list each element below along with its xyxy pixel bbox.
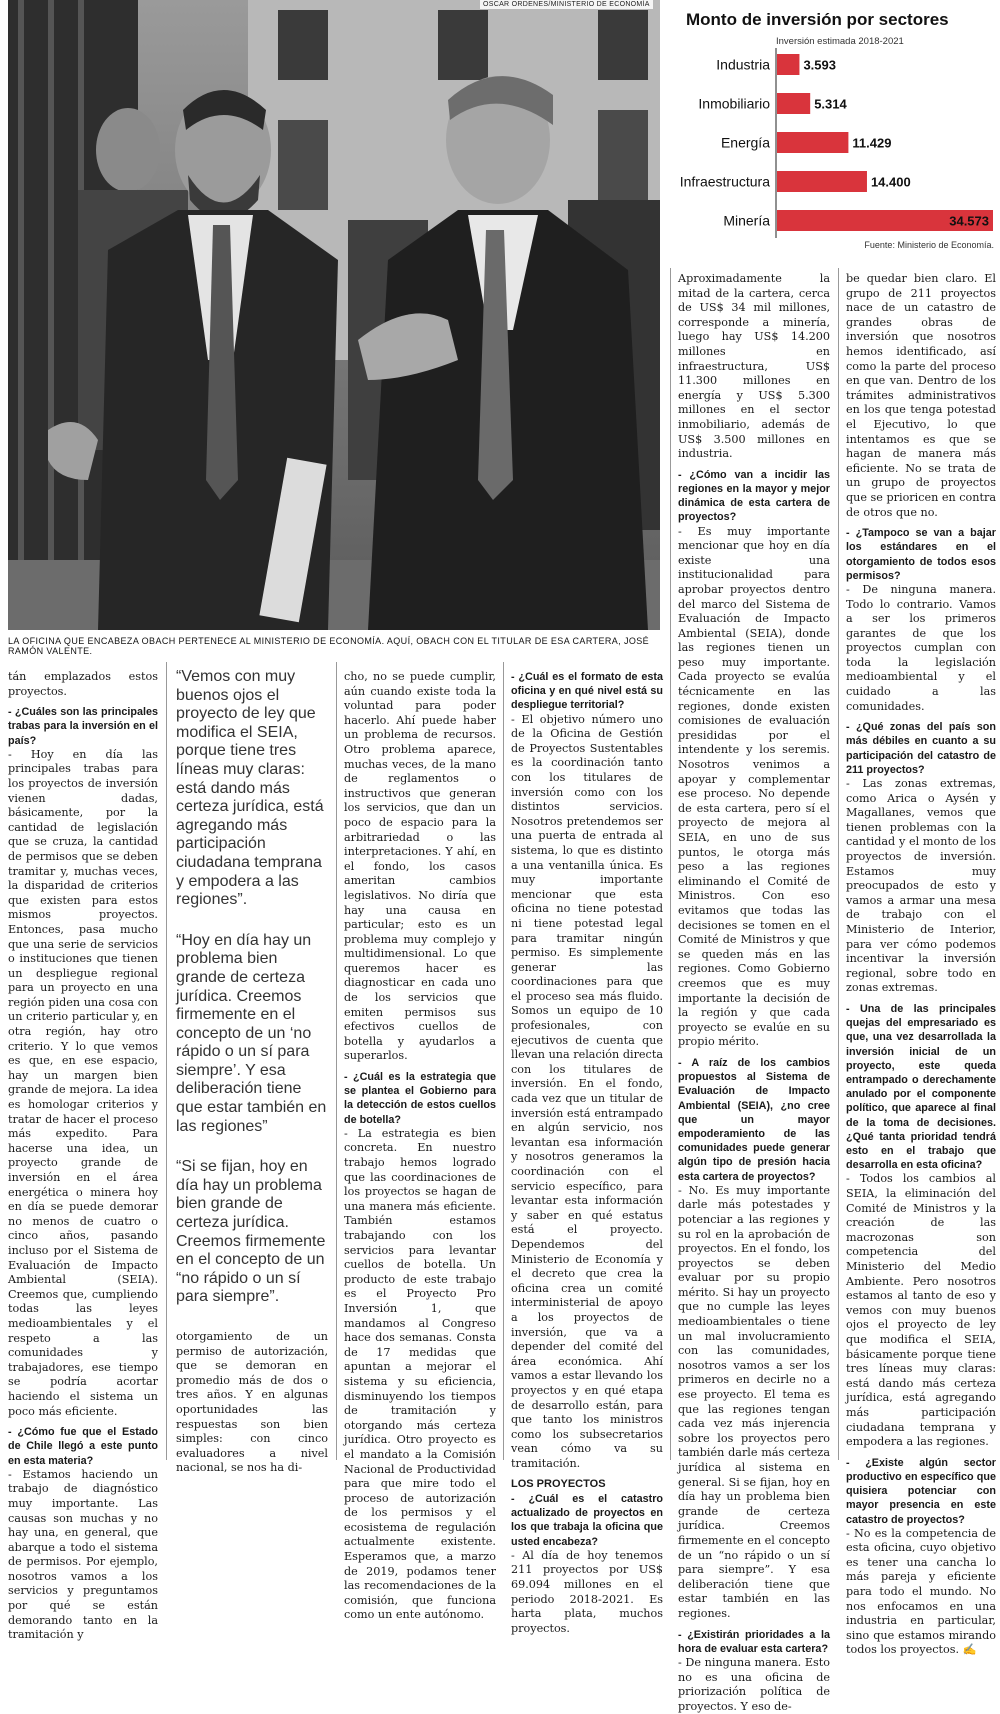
chart-category-label: Energía <box>720 134 770 151</box>
chart-value-label: 11.429 <box>852 135 892 151</box>
column-rule <box>838 268 839 1460</box>
article-column-5 <box>678 272 830 1714</box>
column-rule <box>166 662 167 1460</box>
question: - ¿Qué zonas del país son más débiles en cuanto a su participación del catastro de 211 proyectos? <box>846 721 996 776</box>
pull-quote: “Vemos con muy buenos ojos el proyecto de ley que modifica el SEIA, porque tiene tres líneas muy claras: está dando más certeza jurídica, está agregando más participación ciudadana temprana y empodera a las regiones”. <box>176 668 324 909</box>
answer: - De ninguna manera. Esto no es una oficina de priorización política de proyectos. Y eso de- <box>678 1655 830 1713</box>
chart-category-label: Inmobiliario <box>698 95 770 112</box>
question: - ¿Cuáles son las principales trabas para la inversión en el país? <box>8 706 158 747</box>
chart-category-label: Industria <box>716 56 770 73</box>
chart-bar <box>777 54 799 75</box>
article-column-2 <box>176 1330 328 1476</box>
question: - ¿Cuál es la estrategia que se plantea el Gobierno para la detección de estos cuellos de botella? <box>344 1071 496 1126</box>
chart-bar <box>777 132 848 153</box>
answer: cho, no se puede cumplir, aún cuando existe toda la voluntad para poder hacerlo. Ahí puede haber un problema de recursos. Otro problema aparece, muchas veces, de la mano de reglamentos o instructivos que generan los servicios, que dan un poco de espacio para la arbitrariedad o las interpretaciones. Y ahí, en el fondo, los casos ameritan cambios legislativos. No diría que hay una causa en particular; esto es un problema muy complejo y multidimensional. Lo que queremos hacer es diagnosticar en cada uno de los servicios que emiten permisos sus efectivos cuellos de botella y ayudarlos a superarlos. <box>344 670 496 1063</box>
question: - ¿Cuál es el formato de esta oficina y en qué nivel está su despliegue territorial? <box>511 671 663 712</box>
question: - Una de las principales quejas del empresariado es que, una vez desarrollada la inversión inicial de un proyecto, este queda entrampado o derechamente anulado por el componente político, que aparece al final de la toma de decisiones. ¿Qué tanta prioridad tendrá esto en el trabajo que desarrolla en esta oficina? <box>846 1002 996 1172</box>
photo-illustration <box>8 0 660 630</box>
article-column-6 <box>846 272 996 1658</box>
answer: - Hoy en día las principales trabas para los proyectos de inversión vienen dadas, básicamente, por la cantidad de legislación que se cruza, la cantidad de permisos que se deben tramitar y, muchas veces, la disparidad de criterios que existen para estos mismos proyectos. Entonces, pasa mucho que una serie de servicios o instituciones que tienen un despliegue regional para un proyecto en una región piden una cosa con un criterio particular y, en otra región, hay otro criterio. Y lo que vemos es que, en ese espacio, hay un margen bien grande de mejora. La idea es homologar criterios y tratar de hacer el proceso más expedito. Para hacerse una idea, un proyecto grande de inversión en el área energética o minera hoy en día se puede demorar no menos de cuatro o cinco años, pasando incluso por el Sistema de Evaluación de Impacto Ambiental (SEIA). Creemos que, cumpliendo todas las leyes medioambientales y el respeto a las comunidades y trabajadores, ese tiempo se podría acortar haciendo el sistema un poco más eficiente. <box>8 747 158 1418</box>
answer: - La estrategia es bien concreta. En nuestro trabajo hemos logrado que las coordinaciones de los proyectos se hagan de una manera más eficiente. También estamos trabajando con los servicios para levantar cuellos de botella. Un producto de este trabajo es el Proyecto Pro Inversión 1, que mandamos al Congreso hace dos semanas. Consta de 17 medidas que apuntan a mejorar el sistema y su eficiencia, disminuyendo los tiempos de tramitación y otorgando más certeza jurídica. Otro proyecto es el mandato a la Comisión Nacional de Productividad para que mire todo el proceso de autorización de los permisos y el ecosistema de regulación actualmente existente. Esperamos que, a marzo de 2019, podamos tener las recomendaciones de la comisión, que funciona como un ente autónomo. <box>344 1126 496 1622</box>
answer-text: - No es la competencia de esta oficina, cuyo objetivo es tener una cancha lo más pareja y eficiente para todo el mundo. No nos enfocamos en una industria en particular, sino que estamos mirando todos los proyectos. <box>846 1526 996 1657</box>
body-text: tán emplazados estos proyectos. <box>8 670 158 698</box>
chart-subtitle: Inversión estimada 2018-2021 <box>776 36 904 47</box>
question: - ¿Cómo fue que el Estado de Chile llegó a este punto en esta materia? <box>8 1426 158 1467</box>
column-rule <box>503 662 504 1460</box>
answer: - Estamos haciendo un trabajo de diagnóstico muy importante. Las causas son muchas y no hay una, en general, que abarque a todo el sistema de permisos. Por ejemplo, nosotros vamos a los servicios y preguntamos por qué se están demorando tanto en la tramitación y <box>8 1467 158 1642</box>
answer: - No. Es muy importante darle más potestades y potenciar a las regiones y su rol en la aprobación de proyectos. En el fondo, los proyectos se deben evaluar por su propio mérito. Si hay un proyecto que no cumple las leyes medioambientales o tiene un mal involucramiento con las comunidades, nosotros vamos a ser los primeros en decirle no a ese proyecto. El tema es que las regiones tengan cada vez más injerencia sobre los proyectos pero también darle más certeza jurídica al sistema en general. Si se fijan, hoy en día hay un problema bien grande de certeza jurídica. Creemos firmemente en el concepto de un “no rápido o un sí para siempre”. Y esa deliberación tiene que estar también en las regiones. <box>678 1183 830 1620</box>
question: - ¿Existe algún sector productivo en específico que quisiera potenciar con mayor presencia en este catastro de proyectos? <box>846 1456 996 1526</box>
article-column-1 <box>8 670 158 1643</box>
answer: - De ninguna manera. Todo lo contrario. Vamos a ser los primeros garantes de que los proyectos cumplan con toda la legislación medioambiental y el cuidado a las comunidades. <box>846 582 996 713</box>
answer: otorgamiento de un permiso de autorización, que se demoran en promedio más de dos o tres años. Y en algunas oportunidades las respuestas son bien simples: con cinco evaluadores a nivel nacional, se nos ha di- <box>176 1330 328 1475</box>
chart-value-label: 34.573 <box>949 213 989 229</box>
pull-quote: “Si se fijan, hoy en día hay un problema bien grande de certeza jurídica. Creemos firmemente en el concepto de un “no rápido o un sí para siempre”. <box>176 1158 326 1306</box>
chart-category-label: Minería <box>723 212 770 229</box>
photo-credit: OSCAR ORDENES/MINISTERIO DE ECONOMÍA <box>480 0 653 9</box>
column-rule <box>336 662 337 1460</box>
pull-quotes <box>176 668 328 1329</box>
chart-value-label: 3.593 <box>803 57 836 73</box>
answer: - Las zonas extremas, como Arica o Aysén y Magallanes, vemos que tienen problemas con la cantidad y el monto de los proyectos de inversión. Estamos muy preocupados de esto y vamos a armar una mesa de trabajo con el Ministerio de Interior, para ver cómo podemos incentivar la inversión regional, sobre todo en zonas extremas. <box>846 777 996 995</box>
chart-bar <box>777 171 867 192</box>
article-column-4 <box>511 670 663 1636</box>
chart-title: Monto de inversión por sectores <box>686 10 949 29</box>
chart-plot <box>672 8 998 238</box>
answer: Aproximadamente la mitad de la cartera, cerca de US$ 34 mil millones, corresponde a minería, luego hay US$ 14.200 millones en infraestructura, US$ 11.300 millones en energía y US$ 5.300 millones en el sector inmobiliario, además de US$ 3.500 millones en industria. <box>678 272 830 461</box>
question: - ¿Cuál es el catastro actualizado de proyectos en los que trabaja la oficina que usted encabeza? <box>511 1493 663 1548</box>
investment-chart <box>672 8 998 260</box>
chart-value-label: 5.314 <box>814 96 847 112</box>
chart-bar <box>777 93 810 114</box>
pull-quote: “Hoy en día hay un problema bien grande de certeza jurídica. Creemos firmemente en el concepto de un ‘no rápido o un sí para siempre’. Y esa deliberación tiene que estar también en las regiones” <box>176 931 327 1135</box>
column-rule <box>670 268 671 1460</box>
article-column-3 <box>344 670 496 1623</box>
answer: - Todos los cambios al SEIA, la eliminación del Comité de Ministros y la creación de las macrozonas son competencia del Ministerio del Medio Ambiente. Pero nosotros estamos al tanto de eso y vemos con muy buenos ojos el proyecto de ley que modifica el SEIA, básicamente porque tiene tres líneas muy claras: está dando más certeza jurídica, está agregando más participación ciudadana temprana y empodera a las regiones. <box>846 1172 996 1449</box>
question: - ¿Tampoco se van a bajar los estándares en el otorgamiento de todos esos permisos? <box>846 527 996 582</box>
answer: - Al día de hoy tenemos 211 proyectos por US$ 69.094 millones en el periodo 2018-2021. Es harta plata, muchos proyectos. <box>511 1548 663 1635</box>
photo-caption: LA OFICINA QUE ENCABEZA OBACH PERTENECE AL MINISTERIO DE ECONOMÍA. AQUÍ, OBACH CON EL TITULAR DE ESA CARTERA, JOSÉ RAMÓN VALENTE. <box>8 636 650 656</box>
answer <box>846 1527 996 1658</box>
question: - A raíz de los cambios propuestos al Sistema de Evaluación de Impacto Ambiental (SEIA), ¿no cree que un mayor empoderamiento de las comunidades puede generar algún tipo de presión hacia esta cartera de proyectos? <box>678 1056 830 1183</box>
chart-source: Fuente: Ministerio de Economía. <box>864 240 994 250</box>
answer: - Es muy importante mencionar que hoy en día existe una institucionalidad para aprobar proyectos dentro del marco del Sistema de Evaluación de Impacto Ambiental (SEIA), donde las regiones tienen un peso muy importante. Cada proyecto se evalúa técnicamente en las regiones, donde existen comisiones de evaluación presididas por el intendente y los seremis. Nosotros venimos a apoyar y complementar ese proceso. No depende de esta cartera, pero sí el proyecto de mejora al SEIA, en uno de sus puntos, le otorga más peso a las regiones eliminando el Comité de Ministros. Con eso evitamos que todas las decisiones se tomen en el Comité de Ministros y que se queden más en las regiones. Como Gobierno creemos que es muy importante la decisión de la región y que cada proyecto se evalúe en su propio mérito. <box>678 524 830 1049</box>
end-mark-icon: ✍ <box>962 1643 977 1657</box>
question: - ¿Existirán prioridades a la hora de evaluar esta cartera? <box>678 1628 830 1655</box>
section-head: LOS PROYECTOS <box>511 1478 606 1491</box>
chart-category-label: Infraestructura <box>679 173 770 190</box>
answer: be quedar bien claro. El grupo de 211 proyectos nace de un catastro de grandes obras de inversión que nosotros hemos identificado, así como la parte del proceso en que van. Dentro de los trámites administrativos en los que tenga potestad el Ejecutivo, lo que intentamos es que se hagan de manera más eficiente. No se trata de un grupo de proyectos que se prioricen en contra de otros que no. <box>846 272 996 519</box>
chart-value-label: 14.400 <box>870 174 911 190</box>
question: - ¿Cómo van a incidir las regiones en la mayor y mejor dinámica de esta cartera de proyectos? <box>678 468 830 524</box>
answer: - El objetivo número uno de la Oficina de Gestión de Proyectos Sustentables es la coordinación tanto con los titulares de inversión como con los distintos servicios. Nosotros pretendemos ser una puerta de entrada al sistema, lo que es distinto a una ventanilla única. Es muy importante mencionar que esta oficina no tiene potestad ni tiene potestad legal para tramitar ningún permiso. Es simplemente generar las coordinaciones para que el proceso sea más fluido. Somos un equipo de 10 profesionales, con ejecutivos de cuenta que llevan una relación directa con los titulares de inversión. En el fondo, cada vez que un titular de inversión está entrampado en algún servicio, nos levantan esa información y nosotros generamos la coordinación con el servicio específico, para levantar esta información y saber en qué estatus está el proyecto. Dependemos del Ministerio de Economía y el decreto que crea la oficina crea un comité interministerial de apoyo a los proyectos de inversión, que va a depender del comité del área económica. Ahí vamos a estar llevando los proyectos y en qué etapa de desarrollo están, para que tanto los ministros como los subsecretarios vean cómo va su tramitación. <box>511 712 663 1470</box>
article-photo <box>8 0 660 630</box>
